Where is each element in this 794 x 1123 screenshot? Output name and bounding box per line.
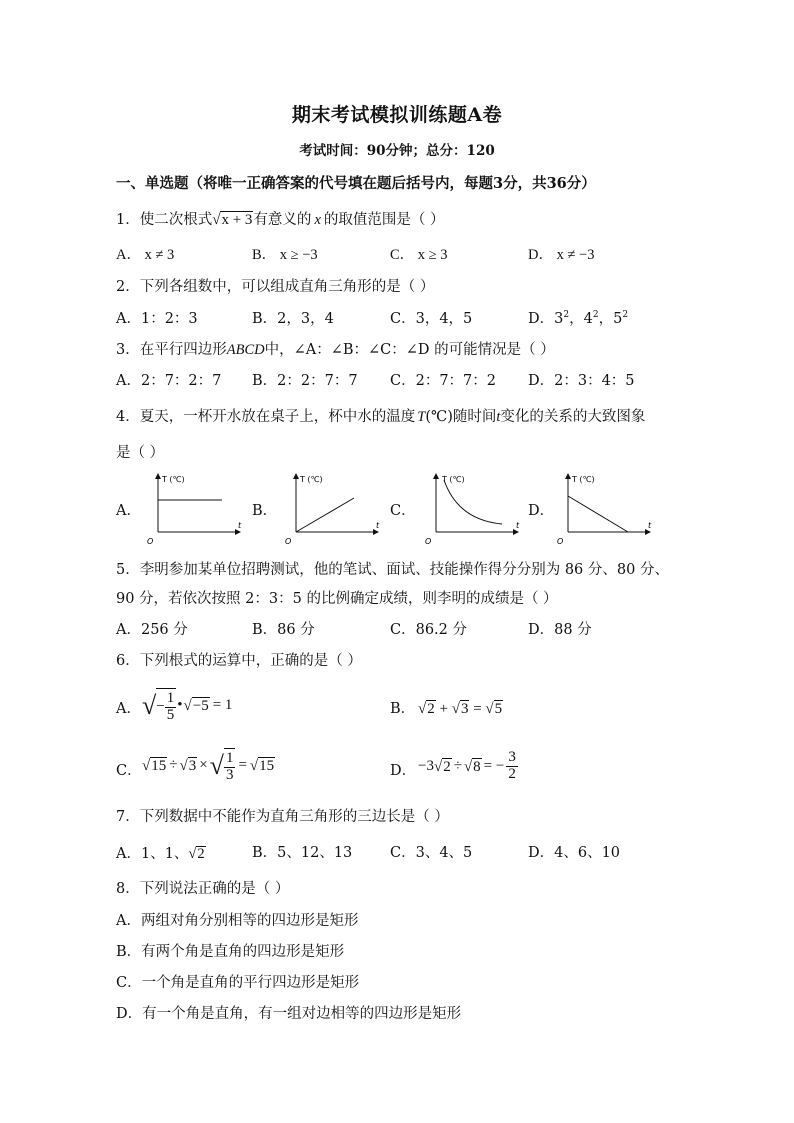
q6-c-den: 3: [225, 766, 234, 783]
q4-graph-a: [142, 468, 247, 548]
q7-option-c[interactable]: C．3、4、5: [390, 845, 473, 861]
q6-option-b[interactable]: √2 + √3 = √5: [418, 701, 503, 717]
q1-option-d[interactable]: D． x ≠ −3: [528, 247, 595, 263]
q6-c-r2: 3: [188, 758, 197, 774]
q6-a-frac: [165, 691, 177, 724]
q4-graph-d: [552, 468, 657, 548]
page-title: 期末考试模拟训练题A卷: [291, 104, 503, 126]
exam-info: 考试时间：90分钟；总分：120: [299, 143, 495, 159]
q6-d-div: ÷: [453, 757, 462, 774]
q6-c-r3: 15: [259, 758, 275, 774]
q2-d-exp-3: 2: [622, 310, 629, 320]
q6-b-plus: +: [439, 701, 448, 717]
q6-b-r1: 2: [427, 701, 435, 717]
q4-graph-c: [420, 468, 525, 548]
q6-d-eq: = −: [483, 757, 505, 774]
q6-c-num: 1: [225, 750, 234, 766]
graph-a-xlabel: t: [238, 521, 242, 530]
q6-d-r1: 2: [443, 758, 451, 775]
q6-c-div: ÷: [169, 757, 178, 774]
q7-option-a[interactable]: A．1、1、√2: [116, 846, 205, 862]
q6-c-eq: =: [238, 757, 247, 774]
q6-c-frac: [224, 751, 236, 784]
q4-option-c[interactable]: C．: [390, 503, 416, 519]
q3-option-d[interactable]: D．2：3：4：5: [528, 373, 635, 389]
question-5-line2: 90 分，若依次按照 2：3：5 的比例确定成绩，则李明的成绩是（ ）: [116, 591, 558, 607]
q5-option-a[interactable]: A．256 分: [116, 622, 188, 638]
question-8-stem: 8．下列说法正确的是（ ）: [116, 881, 290, 897]
graph-d-origin: O: [557, 537, 564, 546]
q3-text-after: 中，∠A：∠B：∠C：∠D 的可能情况是（ ）: [264, 342, 555, 358]
q6-b-eq: =: [473, 701, 482, 717]
q4-option-b[interactable]: B．: [252, 503, 278, 519]
q2-d-term-1: 3: [554, 311, 564, 327]
q3-option-b[interactable]: B．2：2：7：7: [252, 373, 358, 389]
q2-d-prefix: D．: [528, 311, 555, 327]
q1-text-after: 有意义的: [253, 212, 312, 228]
q6-b-r3: 5: [494, 701, 503, 717]
q7-a-prefix: A．1、1、: [116, 846, 189, 862]
question-7-stem: 7．下列数据中不能作为直角三角形的三边长是（ ）: [116, 809, 449, 825]
graph-b-ylabel: T (℃): [300, 475, 323, 484]
q6-option-d-label[interactable]: D．: [390, 763, 417, 779]
graph-a-origin: O: [147, 537, 154, 546]
graph-b-curve: [296, 498, 354, 532]
q4-option-d[interactable]: D．: [528, 503, 555, 519]
graph-c-xlabel: t: [516, 521, 520, 530]
graph-d-ylabel: T (℃): [572, 475, 595, 484]
q6-d-num: 3: [508, 749, 516, 765]
question-2-stem: 2．下列各组数中，可以组成直角三角形的是（ ）: [116, 279, 435, 295]
q8-option-b[interactable]: B．有两个角是直角的四边形是矩形: [116, 944, 345, 960]
graph-c-ylabel: T (℃): [442, 475, 465, 484]
q1-option-c[interactable]: C． x ≥ 3: [390, 247, 448, 263]
question-6-stem: 6．下列根式的运算中，正确的是（ ）: [116, 653, 362, 669]
q2-d-exp-2: 2: [592, 310, 599, 320]
q6-option-c[interactable]: √15 ÷ √3 ×√ $\frac{1}{3}$ = √15: [142, 750, 275, 783]
q3-option-a[interactable]: A．2：7：2：7: [116, 373, 222, 389]
graph-d-curve: [568, 496, 628, 532]
q7-a-rad: 2: [197, 846, 205, 862]
q3-text-before: 3．在平行四边形: [116, 342, 227, 358]
q6-a-dot: •: [177, 697, 183, 714]
q6-option-b-label[interactable]: B．: [390, 701, 416, 717]
graph-d-xlabel: t: [648, 521, 652, 530]
question-4-line1: [116, 410, 645, 425]
q3-option-c[interactable]: C．2：7：7：2: [390, 373, 496, 389]
q6-c-r1: 15: [151, 758, 167, 774]
graph-c-origin: O: [425, 537, 432, 546]
q6-d-r2: 8: [473, 758, 481, 775]
q5-option-c[interactable]: C．86.2 分: [390, 622, 467, 638]
q2-d-term-2: 4: [583, 311, 593, 327]
q2-option-d[interactable]: D．$3^2$，$4^2$，$5^2$: [528, 310, 629, 327]
graph-b-origin: O: [285, 537, 292, 546]
q5-option-d[interactable]: D．88 分: [528, 622, 592, 638]
q4-text-mid: 随时间: [452, 409, 497, 425]
q6-c-times: ×: [199, 757, 208, 774]
q6-a-rad2: −5: [192, 698, 209, 714]
q4-temp-var: T: [417, 409, 426, 425]
q2-option-c[interactable]: C．3，4，5: [390, 311, 473, 327]
q6-option-a[interactable]: √− $\frac{1}{5}$ •√−5 = 1: [142, 690, 233, 723]
q1-text-before: 1．使二次根式: [116, 212, 213, 228]
q2-option-b[interactable]: B．2，3，4: [252, 311, 334, 327]
q1-var: x: [314, 212, 321, 228]
question-4-line2: 是（ ）: [116, 445, 165, 461]
q4-temp-unit: (℃): [425, 409, 453, 425]
q4-text-before: 4．夏天，一杯开水放在桌子上，杯中水的温度: [116, 409, 416, 425]
q6-option-c-label[interactable]: C．: [116, 763, 142, 779]
graph-b-xlabel: t: [376, 521, 380, 530]
q6-d-den: 2: [508, 765, 516, 782]
q8-option-d[interactable]: D．有一个角是直角，有一组对边相等的四边形是矩形: [116, 1006, 462, 1022]
q3-shape: ABCD: [226, 342, 265, 358]
q6-option-d[interactable]: −3√2 ÷ √8 = − $\frac{3}{2}$: [418, 749, 516, 782]
q2-d-term-3: 5: [613, 311, 623, 327]
q6-d-frac: [506, 750, 518, 783]
q4-text-after: 变化的关系的大致图象: [500, 409, 646, 425]
question-3-stem: [116, 343, 555, 358]
q4-graph-b: [280, 468, 385, 548]
q2-d-exp-1: 2: [563, 310, 570, 320]
q6-a-minus: −: [156, 698, 165, 715]
q4-time-var: t: [496, 409, 501, 425]
q7-option-b[interactable]: B．5、12、13: [252, 845, 353, 861]
q7-option-d[interactable]: D．4、6、10: [528, 845, 621, 861]
section-heading: 一、单选题（将唯一正确答案的代号填在题后括号内，每题3分，共36分）: [116, 175, 596, 192]
q6-b-r2: 3: [460, 701, 469, 717]
question-1-stem: [116, 211, 444, 229]
q1-option-a[interactable]: A． x ≠ 3: [116, 247, 175, 263]
q1-sqrt: √x + 3: [212, 212, 253, 228]
q6-a-num: 1: [166, 690, 175, 706]
q8-option-a[interactable]: A．两组对角分别相等的四边形是矩形: [116, 913, 359, 929]
q5-option-b[interactable]: B．86 分: [252, 622, 315, 638]
q2-option-a[interactable]: A．1：2：3: [116, 311, 198, 327]
graph-a-ylabel: T (℃): [162, 475, 185, 484]
question-5-line1: 5．李明参加某单位招聘测试，他的笔试、面试、技能操作得分分别为 86 分、80 分、: [116, 562, 669, 578]
q1-radicand: x + 3: [221, 212, 253, 228]
q6-option-a-label[interactable]: A．: [116, 701, 141, 717]
q4-option-a[interactable]: A．: [116, 503, 141, 519]
graph-c-curve: [444, 480, 502, 524]
q6-d-coef: −3: [418, 757, 434, 774]
q1-option-b[interactable]: B． x ≥ −3: [252, 247, 318, 263]
q6-a-den: 5: [166, 706, 175, 723]
q8-option-c[interactable]: C．一个角是直角的平行四边形是矩形: [116, 975, 360, 991]
q6-a-rhs: = 1: [212, 697, 233, 714]
q1-text-end: 的取值范围是（ ）: [323, 212, 445, 228]
